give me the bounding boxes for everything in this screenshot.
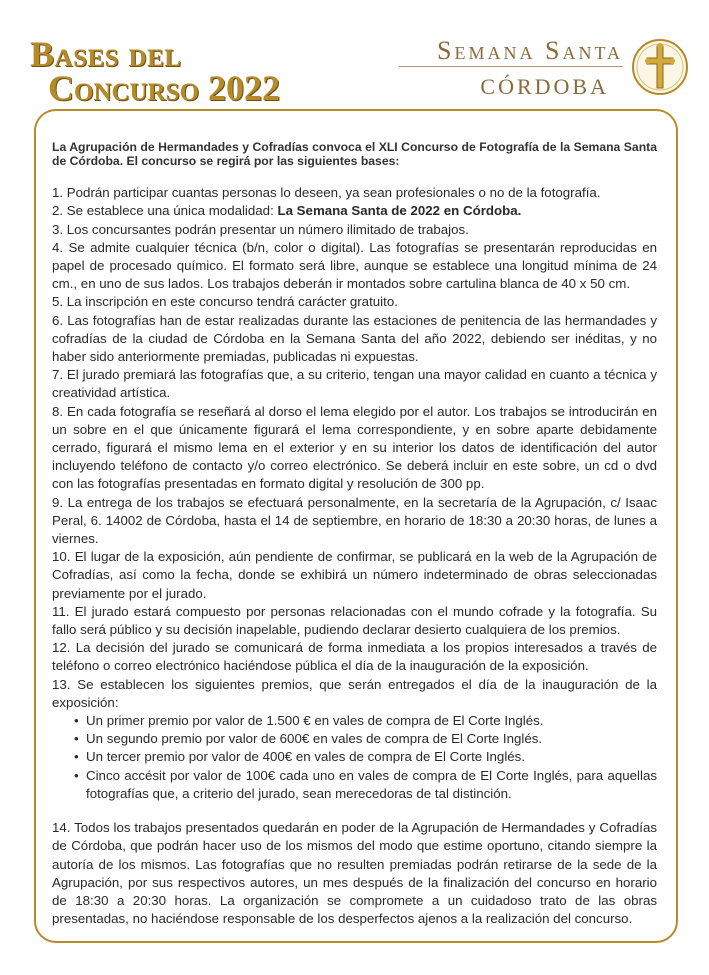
rules-body bbox=[52, 128, 657, 928]
clause-12: 12. La decisión del jurado se comunicará de forma inmediata a los propios interesados a través de teléfono o correo electrónico haciéndose pública el día de la inauguración de la exposición. bbox=[52, 640, 657, 674]
prize-item: • Un segundo premio por valor de 600€ en vales de compra de El Corte Inglés. bbox=[74, 730, 657, 748]
clause-1: 1. Podrán participar cuantas personas lo deseen, ya sean profesionales o no de la fotografía. bbox=[52, 185, 601, 201]
clause-11: 11. El jurado estará compuesto por personas relacionadas con el mundo cofrade y la fotografía. Su fallo será público y su decisión inapelable, pudiendo declarar desierto cualquiera de los premios. bbox=[52, 603, 657, 638]
intro-text: La Agrupación de Hermandades y Cofradías convoca el XLI Concurso de Fotografía de la Semana Santa de Córdoba. El concurso se regirá por las siguientes bases: bbox=[52, 140, 657, 169]
clause-13: 13. Se establecen los siguientes premios, que serán entregados el día de la inauguración de la exposición: bbox=[52, 676, 657, 710]
clause-6: 6. Las fotografías han de estar realizadas durante las estaciones de penitencia de las hermandades y cofradías de la ciudad de Córdoba en la Semana Santa del año 2022, debiendo ser inéditas, y no haber sido anteriormente premiadas, publicadas ni expuestas. bbox=[52, 312, 657, 365]
title-line-1: Bases del bbox=[30, 34, 182, 74]
prize-item: • Un primer premio por valor de 1.500 € en vales de compra de El Corte Inglés. bbox=[74, 712, 657, 730]
clause-9: 9. La entrega de los trabajos se efectuará personalmente, en la secretaría de la Agrupación, c/ Isaac Peral, 6. 14002 de Córdoba, hasta el 14 de septiembre, en horario de 18:30 a 20:30 horas, de lunes a viernes. bbox=[52, 494, 657, 547]
title-line-2: Concurso 2022 bbox=[48, 68, 281, 108]
clause-2-prefix: 2. Se establece una única modalidad: bbox=[52, 203, 278, 219]
clause-7: 7. El jurado premiará las fotografías que, a su criterio, tengan una mayor calidad en cuanto a técnica y creatividad artística. bbox=[52, 367, 657, 401]
clause-3: 3. Los concursantes podrán presentar un número ilimitado de trabajos. bbox=[52, 221, 469, 237]
clause-14: 14. Todos los trabajos presentados quedarán en poder de la Agrupación de Hermandades y Cofradías de Córdoba, que podrán hacer uso de los mismos del modo que estime oportuno, citando siempre la autoría de los mismos. Las fotografías que no resulten premiadas podrán retirarse de la sede de la Agrupación, por sus respectivos autores, un mes después de la finalización del concurso en horario de 18:30 a 20:30 horas. La organización se compromete a un cuidadoso trato de las obras presentadas, no haciéndose responsable de los desperfectos ajenos a la realización del concurso. bbox=[52, 820, 657, 927]
cross-icon bbox=[631, 38, 689, 96]
prize-list bbox=[52, 712, 657, 803]
page-title bbox=[30, 36, 280, 106]
clause-10: 10. El lugar de la exposición, aún pendiente de confirmar, se publicará en la web de la Agrupación de Cofradías, así como la fecha, donde se exhibirá un número indeterminado de obras seleccionadas previamente por el jurado. bbox=[52, 549, 657, 601]
clause-4: 4. Se admite cualquier técnica (b/n, color o digital). Las fotografías se presentarán reproducidas en papel de procesado químico. El formato será libre, aunque se establece una longitud mínima de 24 cm., en uno de sus lados. Los trabajos deberán ir montados sobre cartulina blanca de 40 x 50 cm. bbox=[52, 239, 657, 292]
brand-divider bbox=[399, 66, 623, 67]
clause-2 bbox=[52, 202, 657, 220]
clause-2-modality: La Semana Santa de 2022 en Córdoba. bbox=[277, 203, 522, 219]
prize-item: • Un tercer premio por valor de 400€ en vales de compra de El Corte Inglés. bbox=[74, 748, 657, 766]
spacer bbox=[52, 803, 657, 819]
clause-8: 8. En cada fotografía se reseñará al dorso el lema elegido por el autor. Los trabajos se introducirán en un sobre en el que únicamente figurará el lema correspondiente, y en sobre aparte debidamente cerrado, figurará el mismo lema en el exterior y en su interior los datos de identificación del autor incluyendo teléfono de contacto y/o correo electrónico. Se deberá incluir en este sobre, un cd o dvd con las fotografías presentadas en formato digital y resolución de 300 pp. bbox=[52, 403, 657, 492]
brand-name: Semana Santa bbox=[437, 36, 623, 65]
brand-city: CÓRDOBA bbox=[480, 74, 609, 99]
clause-5: 5. La inscripción en este concurso tendrá carácter gratuito. bbox=[52, 294, 398, 310]
semana-santa-logo bbox=[399, 36, 689, 106]
prize-item: • Cinco accésit por valor de 100€ cada uno en vales de compra de El Corte Inglés, para aquellas fotografías que, a criterio del jurado, sean merecedoras de tal distinción. bbox=[74, 767, 657, 803]
